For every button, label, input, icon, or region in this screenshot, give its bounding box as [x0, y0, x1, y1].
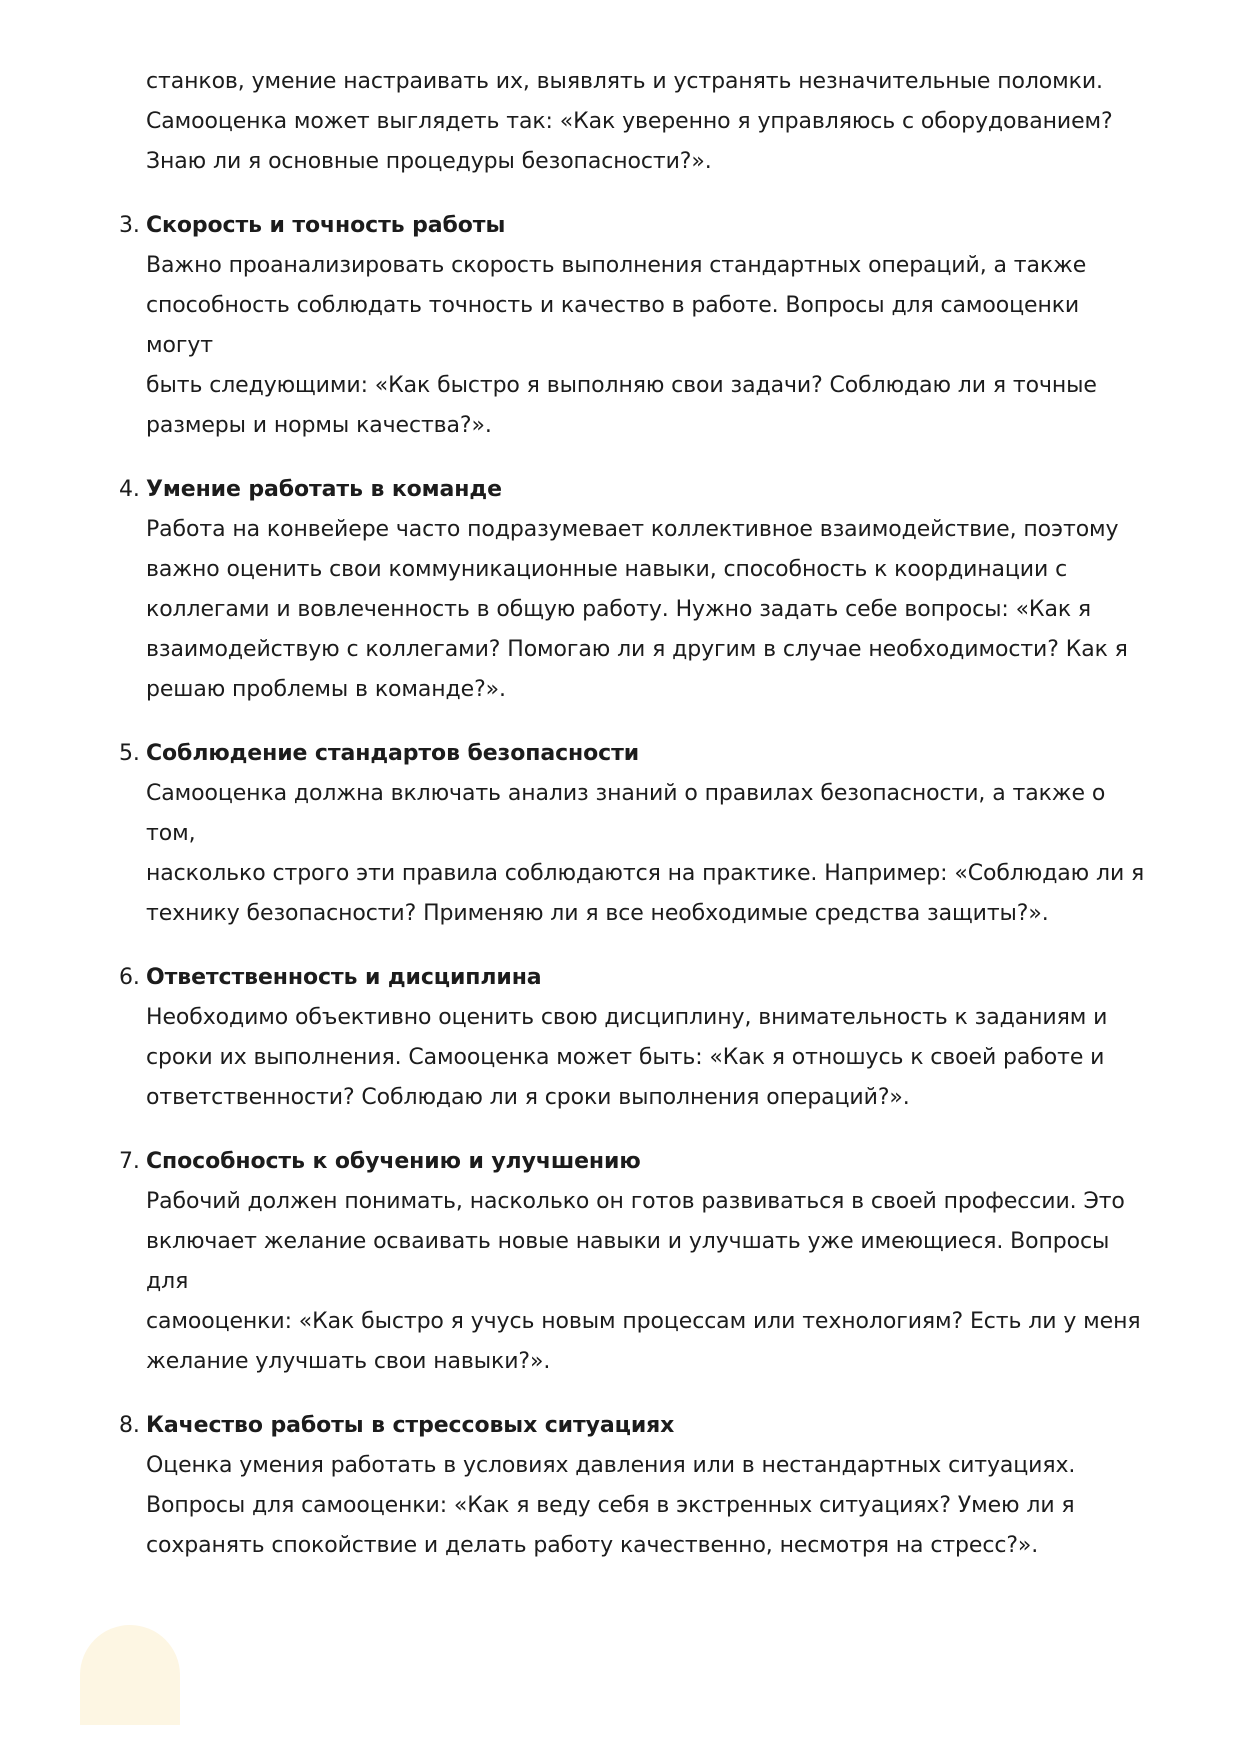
- decorative-circle: [80, 1625, 180, 1725]
- item-heading: Способность к обучению и улучшению: [146, 1149, 641, 1174]
- list-item: [119, 1406, 1146, 1566]
- list-item: [119, 958, 1146, 1118]
- item-text: Необходимо объективно оценить свою дисциплину, внимательность к заданиям и сроки их выполнения. Самооценка может быть: «Как я отношусь к своей работе и ответственности? Соблюдаю ли я сроки выполнения операций?».: [146, 1005, 1108, 1110]
- document-content: [119, 62, 1146, 1566]
- item-heading: Соблюдение стандартов безопасности: [146, 741, 640, 766]
- list-item: [119, 470, 1146, 710]
- item-text: Важно проанализировать скорость выполнения стандартных операций, а также способность соблюдать точность и качество в работе. Вопросы для самооценки могут быть следующими: «Как быстро я выполняю свои задачи? Соблюдаю ли я точные размеры и нормы качества?».: [146, 253, 1097, 438]
- item-number: 3.: [119, 213, 140, 238]
- item-heading: Скорость и точность работы: [146, 213, 506, 238]
- item-heading: Ответственность и дисциплина: [146, 965, 542, 990]
- item-text: Оценка умения работать в условиях давления или в нестандартных ситуациях. Вопросы для самооценки: «Как я веду себя в экстренных ситуациях? Умею ли я сохранять спокойствие и делать работу качественно, несмотря на стресс?».: [146, 1453, 1076, 1558]
- intro-paragraph: станков, умение настраивать их, выявлять и устранять незначительные поломки. Самооценка может выглядеть так: «Как уверенно я управляюсь с оборудованием? Знаю ли я основные процедуры безопасности?».: [146, 69, 1113, 174]
- list-item: [119, 734, 1146, 934]
- item-text: Самооценка должна включать анализ знаний о правилах безопасности, а также о том, насколько строго эти правила соблюдаются на практике. Например: «Соблюдаю ли я технику безопасности? Применяю ли я все необходимые средства защиты?».: [146, 781, 1145, 926]
- item-heading: Умение работать в команде: [146, 477, 502, 502]
- list-item: [119, 1142, 1146, 1382]
- item-number: 6.: [119, 965, 140, 990]
- item-number: 4.: [119, 477, 140, 502]
- item-heading: Качество работы в стрессовых ситуациях: [146, 1413, 675, 1438]
- numbered-list: [119, 206, 1146, 1566]
- item-text: Рабочий должен понимать, насколько он готов развиваться в своей профессии. Это включает желание осваивать новые навыки и улучшать уже имеющиеся. Вопросы для самооценки: «Как быстро я учусь новым процессам или технологиям? Есть ли у меня желание улучшать свои навыки?».: [146, 1189, 1141, 1374]
- item-number: 7.: [119, 1149, 140, 1174]
- item-number: 5.: [119, 741, 140, 766]
- item-text: Работа на конвейере часто подразумевает коллективное взаимодействие, поэтому важно оценить свои коммуникационные навыки, способность к координации с коллегами и вовлеченность в общую работу. Нужно задать себе вопросы: «Как я взаимодействую с коллегами? Помогаю ли я другим в случае необходимости? Как я решаю проблемы в команде?».: [146, 517, 1128, 702]
- list-item: [119, 206, 1146, 446]
- item-number: 8.: [119, 1413, 140, 1438]
